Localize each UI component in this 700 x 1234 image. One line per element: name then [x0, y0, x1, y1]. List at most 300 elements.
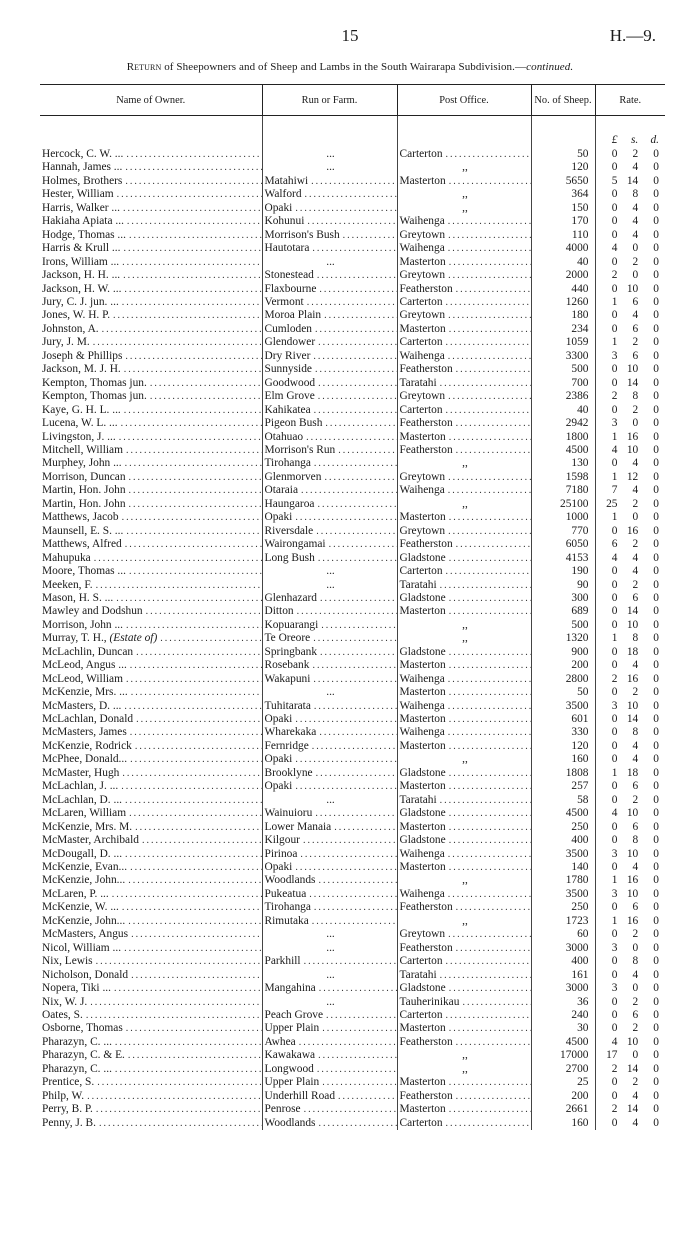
post-office-cell	[397, 592, 531, 605]
post-office: Gladstone	[399, 807, 446, 820]
owner-name: Matthews, Alfred	[42, 538, 122, 551]
owner-name-cell	[40, 713, 262, 726]
rate-cell	[595, 753, 665, 766]
post-office-cell	[397, 269, 531, 282]
table-row	[40, 605, 665, 618]
owner-name: Murray, T. H., (Estate of)	[42, 632, 158, 645]
post-office-cell	[397, 538, 531, 551]
run-or-farm: Tirohanga	[264, 901, 311, 914]
run-or-farm: Opaki	[264, 713, 293, 726]
owner-name: McMasters, Angus	[42, 928, 129, 941]
sheep-count: 1808	[531, 767, 595, 780]
table-row	[40, 821, 665, 834]
rate-pence: 0	[653, 713, 659, 726]
owner-name-cell	[40, 673, 262, 686]
owner-name-cell	[40, 350, 262, 363]
post-office: Carterton	[399, 565, 443, 578]
run-or-farm: ...	[326, 995, 335, 1008]
rate-cell	[595, 767, 665, 780]
owner-name: Nix, Lewis	[42, 955, 93, 968]
rate-pence: 0	[653, 497, 659, 510]
rate-pounds: 3	[611, 847, 618, 860]
run-or-farm: Wairongamai	[264, 538, 326, 551]
rate-pence: 0	[653, 430, 659, 443]
rate-pounds: 0	[611, 645, 618, 658]
owner-name: Morrison, Duncan	[42, 470, 126, 483]
owner-name-cell	[40, 323, 262, 336]
rate-shillings: 8	[632, 390, 639, 403]
table-row	[40, 861, 665, 874]
rate-shillings: 8	[632, 632, 639, 645]
run-cell	[262, 336, 397, 349]
rate-pounds: 2	[611, 390, 618, 403]
rate-pounds: 2	[611, 1062, 618, 1075]
table-caption	[20, 61, 680, 73]
run-cell	[262, 471, 397, 484]
rate-cell	[595, 215, 665, 228]
post-office-cell	[397, 646, 531, 659]
run-cell	[262, 673, 397, 686]
owner-name: Joseph & Phillips	[42, 349, 123, 362]
run-cell	[262, 1063, 397, 1076]
post-office-cell	[397, 901, 531, 914]
table-row	[40, 175, 665, 188]
sheep-count: 120	[531, 740, 595, 753]
rate-cell	[595, 1090, 665, 1103]
rate-shillings: 2	[632, 578, 639, 591]
owner-name-cell	[40, 982, 262, 995]
rate-shillings: 0	[632, 269, 639, 282]
run-or-farm: Rosebank	[264, 659, 310, 672]
run-cell	[262, 188, 397, 201]
owner-name: McKenzie, Rodrick	[42, 739, 132, 752]
run-or-farm: Vermont	[264, 295, 304, 308]
rate-shillings: 4	[632, 309, 639, 322]
owner-name: Martin, Hon. John	[42, 484, 126, 497]
owner-name: Murphey, John ...	[42, 457, 122, 470]
post-office-cell	[397, 377, 531, 390]
run-or-farm: Kahikatea	[264, 403, 311, 416]
owner-name-cell	[40, 484, 262, 497]
post-office: Featherston	[399, 417, 453, 430]
rate-pounds: 0	[611, 363, 618, 376]
owner-name: Jury, J. M.	[42, 336, 90, 349]
run-cell	[262, 296, 397, 309]
rate-pence: 0	[653, 511, 659, 524]
post-office-cell	[397, 942, 531, 955]
post-office-cell	[397, 996, 531, 1009]
run-or-farm: Penrose	[264, 1103, 301, 1116]
owner-name: McLachlan, Donald	[42, 713, 134, 726]
header-rate: Rate.	[595, 85, 665, 116]
run-or-farm: ...	[326, 148, 335, 160]
rate-pounds: 1	[611, 511, 618, 524]
post-office-cell	[397, 673, 531, 686]
post-office: ,,	[462, 1062, 468, 1075]
post-office: ,,	[462, 201, 468, 214]
run-cell	[262, 807, 397, 820]
post-office: Masterton	[399, 713, 446, 726]
rate-pence: 0	[653, 363, 659, 376]
rate-pounds: 0	[611, 591, 618, 604]
owner-name-cell	[40, 377, 262, 390]
post-office-cell	[397, 1103, 531, 1116]
sheep-count: 3500	[531, 848, 595, 861]
owner-name-cell	[40, 1103, 262, 1116]
post-office-cell	[397, 955, 531, 968]
rate-pounds: 2	[611, 672, 618, 685]
sheep-count: 240	[531, 1009, 595, 1022]
rate-cell	[595, 188, 665, 201]
table-row	[40, 834, 665, 847]
owner-name: Nicholson, Donald	[42, 968, 129, 981]
caption-main: of Sheepowners and of Sheep and Lambs in the South Wairarapa Subdivision.—	[161, 61, 527, 73]
owner-name: Pharazyn, C. ...	[42, 1035, 112, 1048]
owner-name: McPhee, Donald...	[42, 753, 128, 766]
rate-pence: 0	[653, 780, 659, 793]
sheep-count: 190	[531, 565, 595, 578]
post-office: Masterton	[399, 1022, 446, 1035]
table-row	[40, 431, 665, 444]
post-office: Greytown	[399, 470, 446, 483]
rate-cell	[595, 525, 665, 538]
run-cell	[262, 915, 397, 928]
rate-pence: 0	[653, 161, 659, 174]
post-office: Carterton	[399, 336, 443, 349]
owner-name-cell	[40, 753, 262, 766]
rate-shillings: 18	[626, 645, 639, 658]
rate-pounds: 0	[611, 1116, 618, 1129]
rate-shillings: 10	[626, 887, 639, 900]
table-row	[40, 632, 665, 645]
owner-name-cell	[40, 175, 262, 188]
run-or-farm: Stonestead	[264, 269, 314, 282]
table-row	[40, 229, 665, 242]
table-row	[40, 942, 665, 955]
post-office-cell	[397, 457, 531, 470]
run-or-farm: Longwood	[264, 1062, 314, 1075]
run-or-farm: Te Oreore	[264, 632, 311, 645]
table-row	[40, 1103, 665, 1116]
rate-pounds: 0	[611, 928, 618, 941]
sheep-count: 364	[531, 188, 595, 201]
rate-shillings: 4	[632, 551, 639, 564]
owner-name-cell	[40, 565, 262, 578]
owner-name-cell	[40, 202, 262, 215]
owner-name: Harris & Krull ...	[42, 242, 121, 255]
rate-shillings: 6	[632, 1009, 639, 1021]
rate-pence: 0	[653, 309, 659, 322]
rate-shillings: 4	[632, 484, 639, 497]
table-row	[40, 215, 665, 228]
post-office-cell	[397, 484, 531, 497]
rate-shillings: 10	[626, 443, 639, 456]
post-office-cell	[397, 834, 531, 847]
table-row	[40, 874, 665, 887]
owner-name-cell	[40, 511, 262, 524]
rate-shillings: 4	[632, 968, 639, 981]
post-office: Waihenga	[399, 726, 445, 739]
rate-pounds: 1	[611, 914, 618, 927]
table-row	[40, 242, 665, 255]
post-office-cell	[397, 417, 531, 430]
post-office-cell	[397, 1090, 531, 1103]
post-office-cell	[397, 511, 531, 524]
rate-cell	[595, 1103, 665, 1116]
run-cell	[262, 377, 397, 390]
sheep-count: 2942	[531, 417, 595, 430]
run-cell	[262, 350, 397, 363]
owner-name-cell	[40, 309, 262, 322]
owner-name: Irons, William ...	[42, 255, 120, 268]
owner-name: Moore, Thomas ...	[42, 565, 126, 578]
post-office-cell	[397, 283, 531, 296]
run-cell	[262, 1009, 397, 1022]
rate-cell	[595, 202, 665, 215]
post-office: Greytown	[399, 269, 446, 282]
run-cell	[262, 202, 397, 215]
owner-name: McMasters, D. ...	[42, 699, 122, 712]
rate-pence: 0	[653, 941, 659, 954]
sheep-count: 50	[531, 686, 595, 699]
rate-pence: 0	[653, 807, 659, 820]
rate-pence: 0	[653, 1103, 659, 1116]
post-office-cell	[397, 807, 531, 820]
owner-name-cell	[40, 592, 262, 605]
post-office-cell	[397, 686, 531, 699]
table-row	[40, 848, 665, 861]
run-cell	[262, 215, 397, 228]
table-row	[40, 579, 665, 592]
owner-name-cell	[40, 552, 262, 565]
rate-pence: 0	[653, 470, 659, 483]
rate-shillings: 8	[632, 834, 639, 847]
run-cell	[262, 928, 397, 941]
post-office: ,,	[462, 874, 468, 887]
rate-pence: 0	[653, 201, 659, 214]
run-cell	[262, 579, 397, 592]
rate-pence: 0	[653, 982, 659, 995]
owner-name-cell	[40, 296, 262, 309]
rate-pounds: 4	[611, 443, 618, 456]
rate-pounds: 1	[611, 632, 618, 645]
table-row	[40, 498, 665, 511]
rate-cell	[595, 874, 665, 887]
rate-pounds: 4	[611, 1035, 618, 1048]
rate-pounds: 1	[611, 336, 618, 349]
rate-pence: 0	[653, 793, 659, 806]
rate-pence: 0	[653, 632, 659, 645]
post-office: Waihenga	[399, 847, 445, 860]
rate-shillings: 4	[632, 565, 639, 578]
owner-name-cell	[40, 1076, 262, 1089]
owner-name-cell	[40, 740, 262, 753]
owner-name-cell	[40, 498, 262, 511]
post-office-cell	[397, 928, 531, 941]
run-or-farm: ...	[326, 793, 335, 806]
sheep-count: 60	[531, 928, 595, 941]
sheep-count: 30	[531, 1022, 595, 1035]
owner-name: McKenzie, John...	[42, 914, 126, 927]
rate-cell	[595, 1022, 665, 1035]
rate-pence: 0	[653, 282, 659, 295]
post-office: Taratahi	[399, 578, 437, 591]
post-office-cell	[397, 1009, 531, 1022]
sheep-count: 2661	[531, 1103, 595, 1116]
post-office-cell	[397, 229, 531, 242]
post-office-cell	[397, 323, 531, 336]
run-or-farm: Springbank	[264, 645, 318, 658]
table-row	[40, 188, 665, 201]
rate-pounds: 0	[611, 148, 618, 160]
run-or-farm: Parkhill	[264, 955, 301, 968]
table-row	[40, 377, 665, 390]
sheep-count: 440	[531, 283, 595, 296]
post-office: Greytown	[399, 524, 446, 537]
owner-name: Mitchell, William	[42, 443, 123, 456]
owner-name: Prentice, S.	[42, 1076, 95, 1089]
rate-pence: 0	[653, 1089, 659, 1102]
rate-pence: 0	[653, 242, 659, 255]
post-office-cell	[397, 767, 531, 780]
run-or-farm: Moroa Plain	[264, 309, 322, 322]
sheep-count: 257	[531, 780, 595, 793]
rate-shillings: 8	[632, 955, 639, 968]
sheep-count: 200	[531, 1090, 595, 1103]
owner-name-cell	[40, 874, 262, 887]
rate-pence: 0	[653, 1035, 659, 1048]
table-row	[40, 565, 665, 578]
rate-shillings: 4	[632, 215, 639, 228]
table-row	[40, 619, 665, 632]
post-office-cell	[397, 726, 531, 739]
run-or-farm: Rimutaka	[264, 914, 309, 927]
post-office: Featherston	[399, 363, 453, 376]
post-office: ,,	[462, 753, 468, 766]
table-row	[40, 1063, 665, 1076]
run-cell	[262, 726, 397, 739]
rate-cell	[595, 700, 665, 713]
rate-pounds: 0	[611, 228, 618, 241]
rate-pounds: 4	[611, 807, 618, 820]
rate-pounds: 0	[611, 995, 618, 1008]
owner-name-cell	[40, 1049, 262, 1062]
owner-name-cell	[40, 700, 262, 713]
sheep-count: 1000	[531, 511, 595, 524]
rate-shillings: 10	[626, 847, 639, 860]
sheep-count: 110	[531, 229, 595, 242]
owner-name: Maunsell, E. S. ...	[42, 524, 124, 537]
owner-name-cell	[40, 229, 262, 242]
rate-shillings: 16	[626, 672, 639, 685]
post-office-cell	[397, 188, 531, 201]
post-office-cell	[397, 309, 531, 322]
owner-name: Johnston, A.	[42, 322, 99, 335]
rate-pence: 0	[653, 618, 659, 631]
run-cell	[262, 834, 397, 847]
table-row	[40, 955, 665, 968]
rate-pounds: 3	[611, 349, 618, 362]
sheep-count: 170	[531, 215, 595, 228]
owner-name-cell	[40, 848, 262, 861]
run-or-farm: Opaki	[264, 780, 293, 793]
sheep-count: 250	[531, 821, 595, 834]
rate-shillings: 10	[626, 699, 639, 712]
rate-shillings: 6	[632, 901, 639, 914]
post-office: Greytown	[399, 928, 446, 941]
owner-name: Mahupuka	[42, 551, 91, 564]
post-office-cell	[397, 498, 531, 511]
sheep-count: 6050	[531, 538, 595, 551]
run-cell	[262, 874, 397, 887]
rate-cell	[595, 794, 665, 807]
rate-pence: 0	[653, 188, 659, 201]
run-or-farm: ...	[326, 928, 335, 941]
rate-pence: 0	[653, 538, 659, 551]
run-cell	[262, 1036, 397, 1049]
run-cell	[262, 1103, 397, 1116]
rate-shillings: 4	[632, 201, 639, 214]
rate-cell	[595, 928, 665, 941]
table-row	[40, 1036, 665, 1049]
post-office: Waihenga	[399, 484, 445, 497]
rate-pence: 0	[653, 928, 659, 941]
sheep-count: 160	[531, 1117, 595, 1130]
rate-pounds: 6	[611, 538, 618, 551]
post-office-cell	[397, 161, 531, 174]
rate-pounds: 3	[611, 699, 618, 712]
post-office-cell	[397, 1063, 531, 1076]
rate-pence: 0	[653, 417, 659, 430]
run-cell	[262, 404, 397, 417]
rate-pence: 0	[653, 1049, 659, 1062]
table-row	[40, 350, 665, 363]
sheep-count: 4500	[531, 1036, 595, 1049]
table-row	[40, 1009, 665, 1022]
run-cell	[262, 1090, 397, 1103]
sheep-count: 2000	[531, 269, 595, 282]
rate-shillings: 4	[632, 1116, 639, 1129]
rate-pounds: 0	[611, 1009, 618, 1021]
rate-pence: 0	[653, 524, 659, 537]
rate-shillings: 4	[632, 457, 639, 470]
post-office-cell	[397, 619, 531, 632]
owner-name: Jackson, M. J. H.	[42, 363, 121, 376]
run-cell	[262, 861, 397, 874]
post-office-cell	[397, 565, 531, 578]
run-cell	[262, 821, 397, 834]
rate-pence: 0	[653, 565, 659, 578]
table-row	[40, 686, 665, 699]
owner-name-cell	[40, 1036, 262, 1049]
table-row	[40, 148, 665, 161]
rate-pounds: 3	[611, 417, 618, 430]
owner-name-cell	[40, 942, 262, 955]
rate-cell	[595, 269, 665, 282]
owner-name-cell	[40, 188, 262, 201]
table-row	[40, 888, 665, 901]
table-row	[40, 659, 665, 672]
owner-name-cell	[40, 404, 262, 417]
rate-pounds: 2	[611, 1103, 618, 1116]
rate-cell	[595, 363, 665, 376]
rate-pounds: 0	[611, 793, 618, 806]
post-office: Masterton	[399, 820, 446, 833]
owner-name-cell	[40, 821, 262, 834]
rate-cell	[595, 807, 665, 820]
sheep-count: 90	[531, 579, 595, 592]
rate-pence: 0	[653, 269, 659, 282]
